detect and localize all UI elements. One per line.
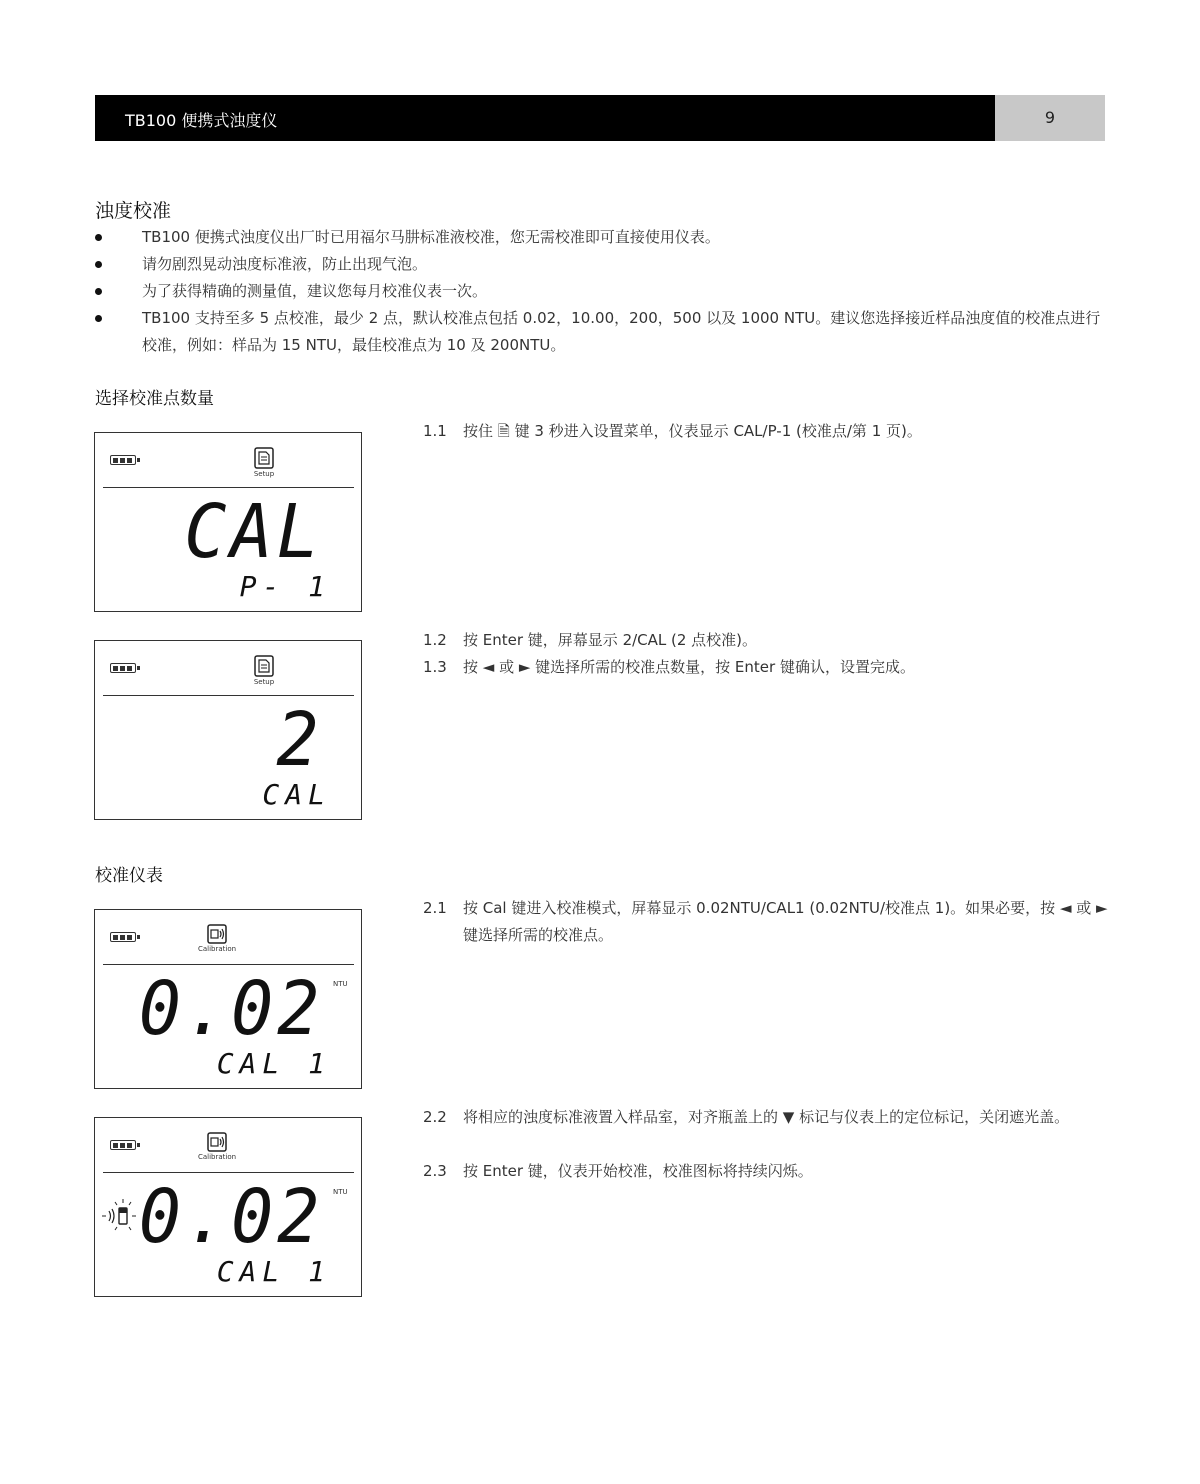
bullet-list [95,224,1110,359]
unit-label: NTU [333,980,348,988]
step-2-2: 2.2 将相应的浊度标准液置入样品室，对齐瓶盖上的 ▼ 标记与仪表上的定位标记，关闭遮光盖。 [423,1108,1070,1126]
measuring-vial-icon [99,1194,139,1234]
setup-icon [254,655,274,677]
lcd-display-cal1 [94,909,362,1089]
bullet-item: TB100 支持至多 5 点校准，最少 2 点，默认校准点包括 0.02，10.00，200，500 以及 1000 NTU。建议您选择接近样品浊度值的校准点进行校准，例如：样品为 15 NTU，最佳校准点为 10 及 200NTU。 [95,305,1110,359]
lcd-main-readout: 2 [276,697,323,783]
header-title: TB100 便携式浊度仪 [125,111,278,130]
calibration-icon [207,1132,227,1152]
setup-indicator [234,655,294,686]
calibration-label: Calibration [197,1153,237,1161]
bullet-item: TB100 便携式浊度仪出厂时已用福尔马肼标准液校准，您无需校准即可直接使用仪表。 [95,224,1110,251]
calibration-label: Calibration [197,945,237,953]
step-1-1: 1.1 按住 🗎 键 3 秒进入设置菜单，仪表显示 CAL/P-1 (校准点/第 1 页)。 [423,422,922,440]
step-1-2: 1.2 按 Enter 键，屏幕显示 2/CAL (2 点校准)。 [423,631,758,649]
calibrate-title: 校准仪表 [95,866,163,886]
calibration-indicator [187,1132,247,1161]
lcd-sub-readout: CAL [262,778,331,811]
calibration-icon [207,924,227,944]
lcd-separator [103,487,354,488]
battery-icon [110,1140,136,1150]
header-title-bar [95,95,995,141]
lcd-separator [103,695,354,696]
unit-label: NTU [333,1188,348,1196]
lcd-sub-readout: CAL 1 [216,1255,331,1288]
setup-label: Setup [253,678,275,686]
bullet-dot [95,315,102,322]
step-2-1: 2.1 按 Cal 键进入校准模式，屏幕显示 0.02NTU/CAL1 (0.02NTU/校准点 1)。如果必要，按 ◄ 或 ► 键选择所需的校准点。 [423,899,1108,944]
bullet-item: 为了获得精确的测量值，建议您每月校准仪表一次。 [95,278,1110,305]
step-2-3: 2.3 按 Enter 键，仪表开始校准，校准图标将持续闪烁。 [423,1162,813,1180]
lcd-display-2-cal [94,640,362,820]
step-1-3: 1.3 按 ◄ 或 ► 键选择所需的校准点数量，按 Enter 键确认，设置完成。 [423,658,915,676]
lcd-main-readout: CAL [184,489,323,575]
section-title: 浊度校准 [95,200,172,222]
setup-label: Setup [253,470,275,478]
bullet-dot [95,288,102,295]
bullet-dot [95,234,102,241]
battery-icon [110,455,136,465]
lcd-display-cal-p1 [94,432,362,612]
page-number-box [995,95,1105,141]
lcd-display-cal1-measuring [94,1117,362,1297]
battery-icon [110,663,136,673]
setup-icon [254,447,274,469]
setup-indicator [234,447,294,478]
lcd-separator [103,964,354,965]
battery-icon [110,932,136,942]
lcd-sub-readout: CAL 1 [216,1047,331,1080]
lcd-sub-readout: P- 1 [239,570,331,603]
bullet-item: 请勿剧烈晃动浊度标准液，防止出现气泡。 [95,251,1110,278]
bullet-dot [95,261,102,268]
page-number: 9 [1044,108,1056,127]
lcd-main-readout: 0.02 [138,966,323,1052]
lcd-main-readout: 0.02 [138,1174,323,1260]
page-header [95,95,1105,141]
lcd-separator [103,1172,354,1173]
select-points-title: 选择校准点数量 [95,389,214,409]
calibration-indicator [187,924,247,953]
